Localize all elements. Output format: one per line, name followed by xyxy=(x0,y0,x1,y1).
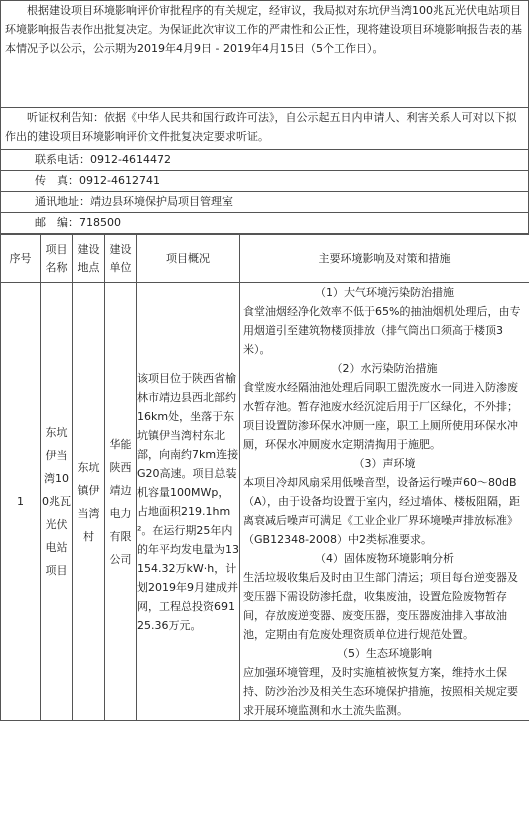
notice-intro xyxy=(0,0,529,234)
row-no: 1 xyxy=(1,283,41,721)
header-measures: 主要环境影响及对策和措施 xyxy=(240,235,529,283)
intro-paragraph: 根据建设项目环境影响评价审批程序的有关规定，经审议，我局拟对东坑伊当湾100兆瓦光伏电站项目环境影响报告表作出批复决定。为保证此次审议工作的严肃性和公正性，现将建设项目环境影响报告表的基本情况予以公示，公示期为2019年4月9日 - 2019年4月15日（5个工作日）。 xyxy=(1,1,528,108)
contact-fax: 传 真：0912-4612741 xyxy=(1,171,528,192)
hearing-notice-paragraph: 听证权利告知：依据《中华人民共和国行政许可法》，自公示起五日内申请人、利害关系人可对以下拟作出的建设项目环境影响评价文件批复决定要求听证。 xyxy=(1,108,528,150)
row-measures xyxy=(240,283,529,721)
contact-address: 通讯地址：靖边县环境保护局项目管理室 xyxy=(1,192,528,213)
measure-ecology-title: （5）生态环境影响 xyxy=(337,647,432,660)
project-table xyxy=(0,234,529,721)
measure-air-title: （1）大气环境污染防治措施 xyxy=(315,286,454,299)
measure-water xyxy=(240,359,529,454)
measure-air-body: 食堂油烟经净化效率不低于65%的抽油烟机处理后，由专用烟道引至建筑物楼顶排放（排气筒出口须高于楼顶3米）。 xyxy=(243,305,521,356)
header-unit: 建设单位 xyxy=(105,235,137,283)
measure-ecology xyxy=(240,644,529,720)
measure-solid-waste xyxy=(240,549,529,644)
header-project-name: 项目名称 xyxy=(41,235,73,283)
contact-phone: 联系电话：0912-4614472 xyxy=(1,150,528,171)
measure-water-body: 食堂废水经隔油池处理后同职工盥洗废水一同进入防渗废水暂存池。暂存池废水经沉淀后用于厂区绿化，不外排；项目设置防渗环保水冲厕一座，职工上厕所使用环保水冲厕，环保水冲厕废水定期清掏用于施肥。 xyxy=(243,381,518,451)
measure-solid-waste-title: （4）固体废物环境影响分析 xyxy=(315,552,454,565)
row-project-name: 东坑伊当湾100兆瓦光伏电站项目 xyxy=(41,283,73,721)
table-row xyxy=(1,283,529,721)
measure-water-title: （2）水污染防治措施 xyxy=(331,362,438,375)
measure-noise-body: 本项目冷却风扇采用低噪音型，设备运行噪声60～80dB（A），由于设备均设置于室内，经过墙体、楼板阻隔，距离衰减后噪声可满足《工业企业厂界环境噪声排放标准》（GB12348-2008）中2类标准要求。 xyxy=(243,476,521,546)
row-overview: 该项目位于陕西省榆林市靖边县西北部约16km处，坐落于东坑镇伊当湾村东北部，向南约7km连接G20高速。项目总装机容量100MWp，占地面积219.1hm²。在运行期25年内的年平均发电量为13154.32万kW·h，计划2019年9月建成并网，工程总投资69125.36万元。 xyxy=(137,283,240,721)
table-header-row xyxy=(1,235,529,283)
measure-noise xyxy=(240,454,529,549)
measure-noise-title: （3）声环境 xyxy=(353,457,416,470)
header-location: 建设地点 xyxy=(73,235,105,283)
measure-solid-waste-body: 生活垃圾收集后及时由卫生部门清运；项目每台逆变器及变压器下需设防渗托盘，收集废油，设置危险废物暂存间，存放废逆变器、废变压器，变压器废油排入事故油池，定期由有危废处理资质单位进行规范处置。 xyxy=(243,571,518,641)
header-no: 序号 xyxy=(1,235,41,283)
contact-postcode: 邮 编：718500 xyxy=(1,213,528,234)
row-location: 东坑镇伊当湾村 xyxy=(73,283,105,721)
header-overview: 项目概况 xyxy=(137,235,240,283)
measure-air xyxy=(240,283,529,359)
measure-ecology-body: 应加强环境管理，及时实施植被恢复方案，维持水土保持、防沙治沙及相关生态环境保护措施，按照相关规定要求开展环境监测和水土流失监测。 xyxy=(243,666,518,717)
row-unit: 华能陕西靖边电力有限公司 xyxy=(105,283,137,721)
